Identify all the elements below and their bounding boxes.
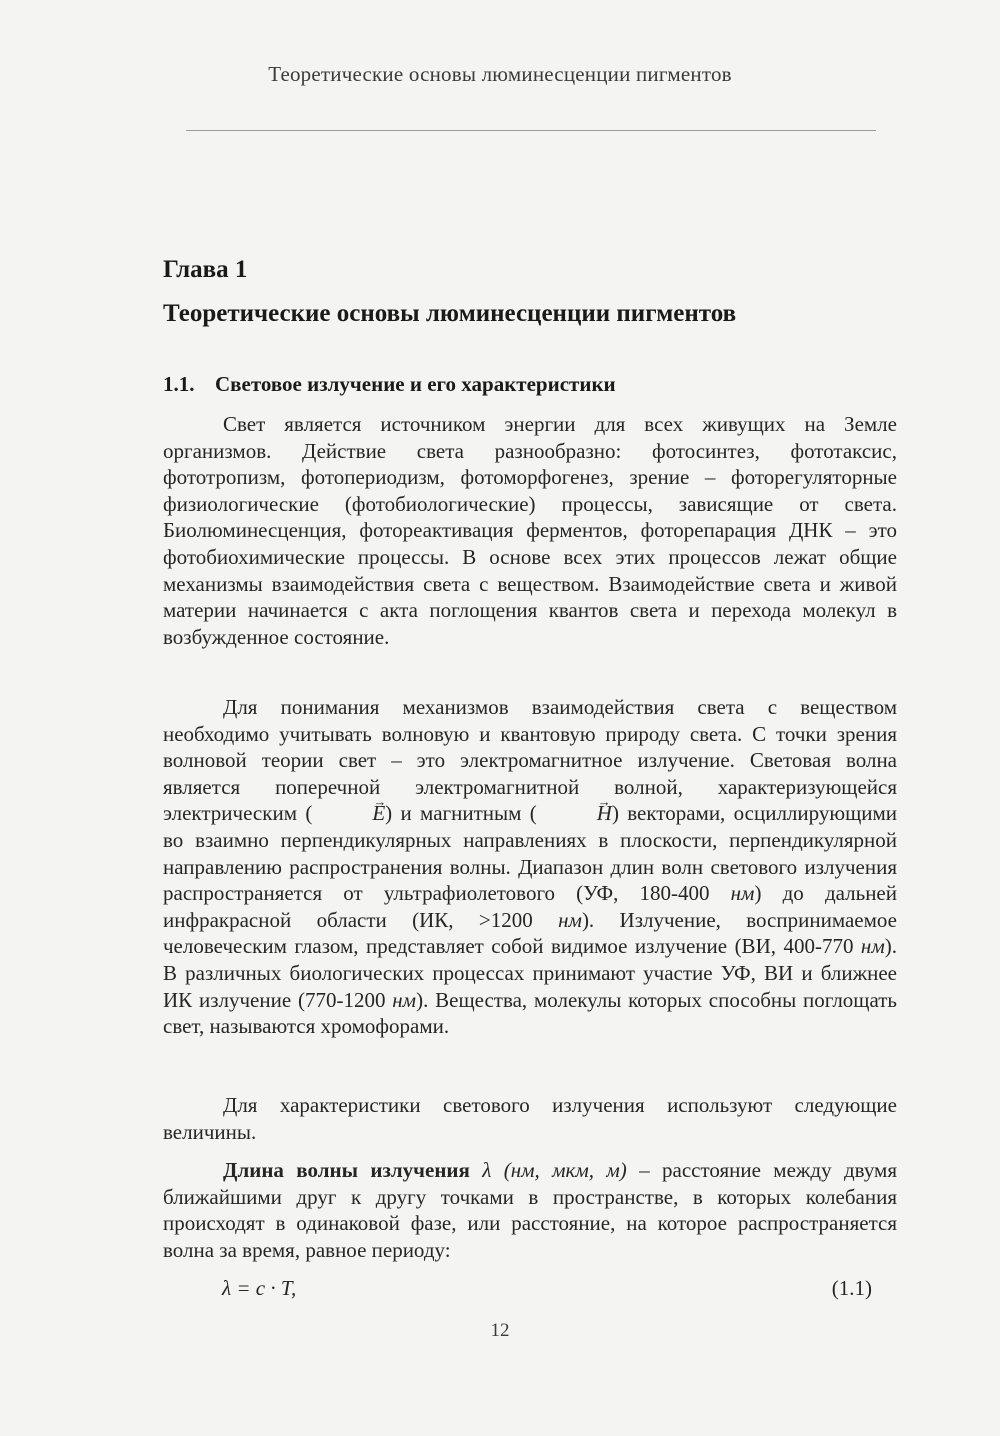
- p2-part5: ). Излучение, воспринимаемое человеческим глазом, представляет собой видимое излучение (ВИ, 400-770: [163, 907, 897, 959]
- formula-1-1: λ = c · T,: [222, 1276, 297, 1300]
- unit-nm-1: нм: [730, 881, 755, 906]
- wavelength-units: (нм, мкм, м): [503, 1158, 627, 1182]
- formula-number: (1.1): [831, 1276, 872, 1300]
- paragraph-4: [163, 1157, 897, 1263]
- wavelength-definition: – расстояние между двумя ближайшими друг к другу точками в пространстве, в которых колебания происходят в одинаковой фазе, или расстояние, на которое распространяется волна за время, равное периоду:: [163, 1158, 897, 1262]
- running-header: Теоретические основы люминесценции пигментов: [268, 62, 732, 86]
- paragraph-1: [163, 411, 897, 650]
- paragraph-3: [163, 1092, 897, 1145]
- paragraph-4-text: [163, 1157, 897, 1263]
- paragraph-3-text: Для характеристики светового излучения используют следующие величины.: [163, 1093, 897, 1144]
- paragraph-2: [163, 694, 897, 1040]
- unit-nm-4: нм: [392, 987, 417, 1012]
- section-title: Световое излучение и его характеристики: [215, 372, 616, 396]
- p2-part1: Для понимания механизмов взаимодействия света с веществом необходимо учитывать волновую и квантовую природу света. С точки зрения волновой теории свет – это электромагнитное излучение. Световая волна является поперечной электромагнитной волной, характеризующейся электрическим (: [163, 695, 897, 826]
- chapter-title: Теоретические основы люминесценции пигментов: [163, 300, 737, 327]
- header-rule: [186, 130, 876, 131]
- paragraph-1-text: Свет является источником энергии для всех живущих на Земле организмов. Действие света разнообразно: фотосинтез, фототаксис, фототропизм, фотопериодизм, фотоморфогенез, зрение – фоторегуляторные физиологические (фотобиологические) процессы, зависящие от света. Биолюминесценция, фотореактивация ферментов, фоторепарация ДНК – это фотобиохимические процессы. В основе всех этих процессов лежат общие механизмы взаимодействия света с веществом. Взаимодействие света и живой материи начинается с акта поглощения квантов света и перехода молекул в возбужденное состояние.: [163, 412, 897, 649]
- section-number: 1.1.: [163, 372, 195, 396]
- term-wavelength: Длина волны излучения: [223, 1158, 470, 1182]
- paragraph-2-text: [163, 694, 897, 1040]
- page-number: 12: [490, 1320, 510, 1341]
- unit-nm-2: нм: [558, 907, 582, 932]
- magnetic-vector-symbol: → H: [537, 800, 612, 827]
- p2-part7: ). Вещества, молекулы которых способны поглощать свет, называются хромофорами.: [163, 987, 897, 1039]
- section-heading: [163, 372, 616, 397]
- unit-nm-3: нм: [860, 934, 885, 959]
- chapter-label: Глава 1: [163, 256, 248, 283]
- p2-part3: ) векторами, осциллирующими во взаимно перпендикулярных направлениях в плоскости, перпендикулярной направлению распространения волны. Диапазон длин волн светового излучения распространяется от ультрафиолетового (УФ, 180-400: [163, 801, 898, 906]
- lambda-symbol: λ: [482, 1158, 492, 1182]
- p2-part2: ) и магнитным (: [385, 801, 537, 826]
- p2-part6: ). В различных биологических процессах принимают участие УФ, ВИ и ближнее ИК излучение (770-1200: [163, 934, 897, 1012]
- electric-vector-symbol: → E: [312, 800, 385, 827]
- p2-part4: ) до дальней инфракрасной области (ИК, >1200: [163, 881, 897, 932]
